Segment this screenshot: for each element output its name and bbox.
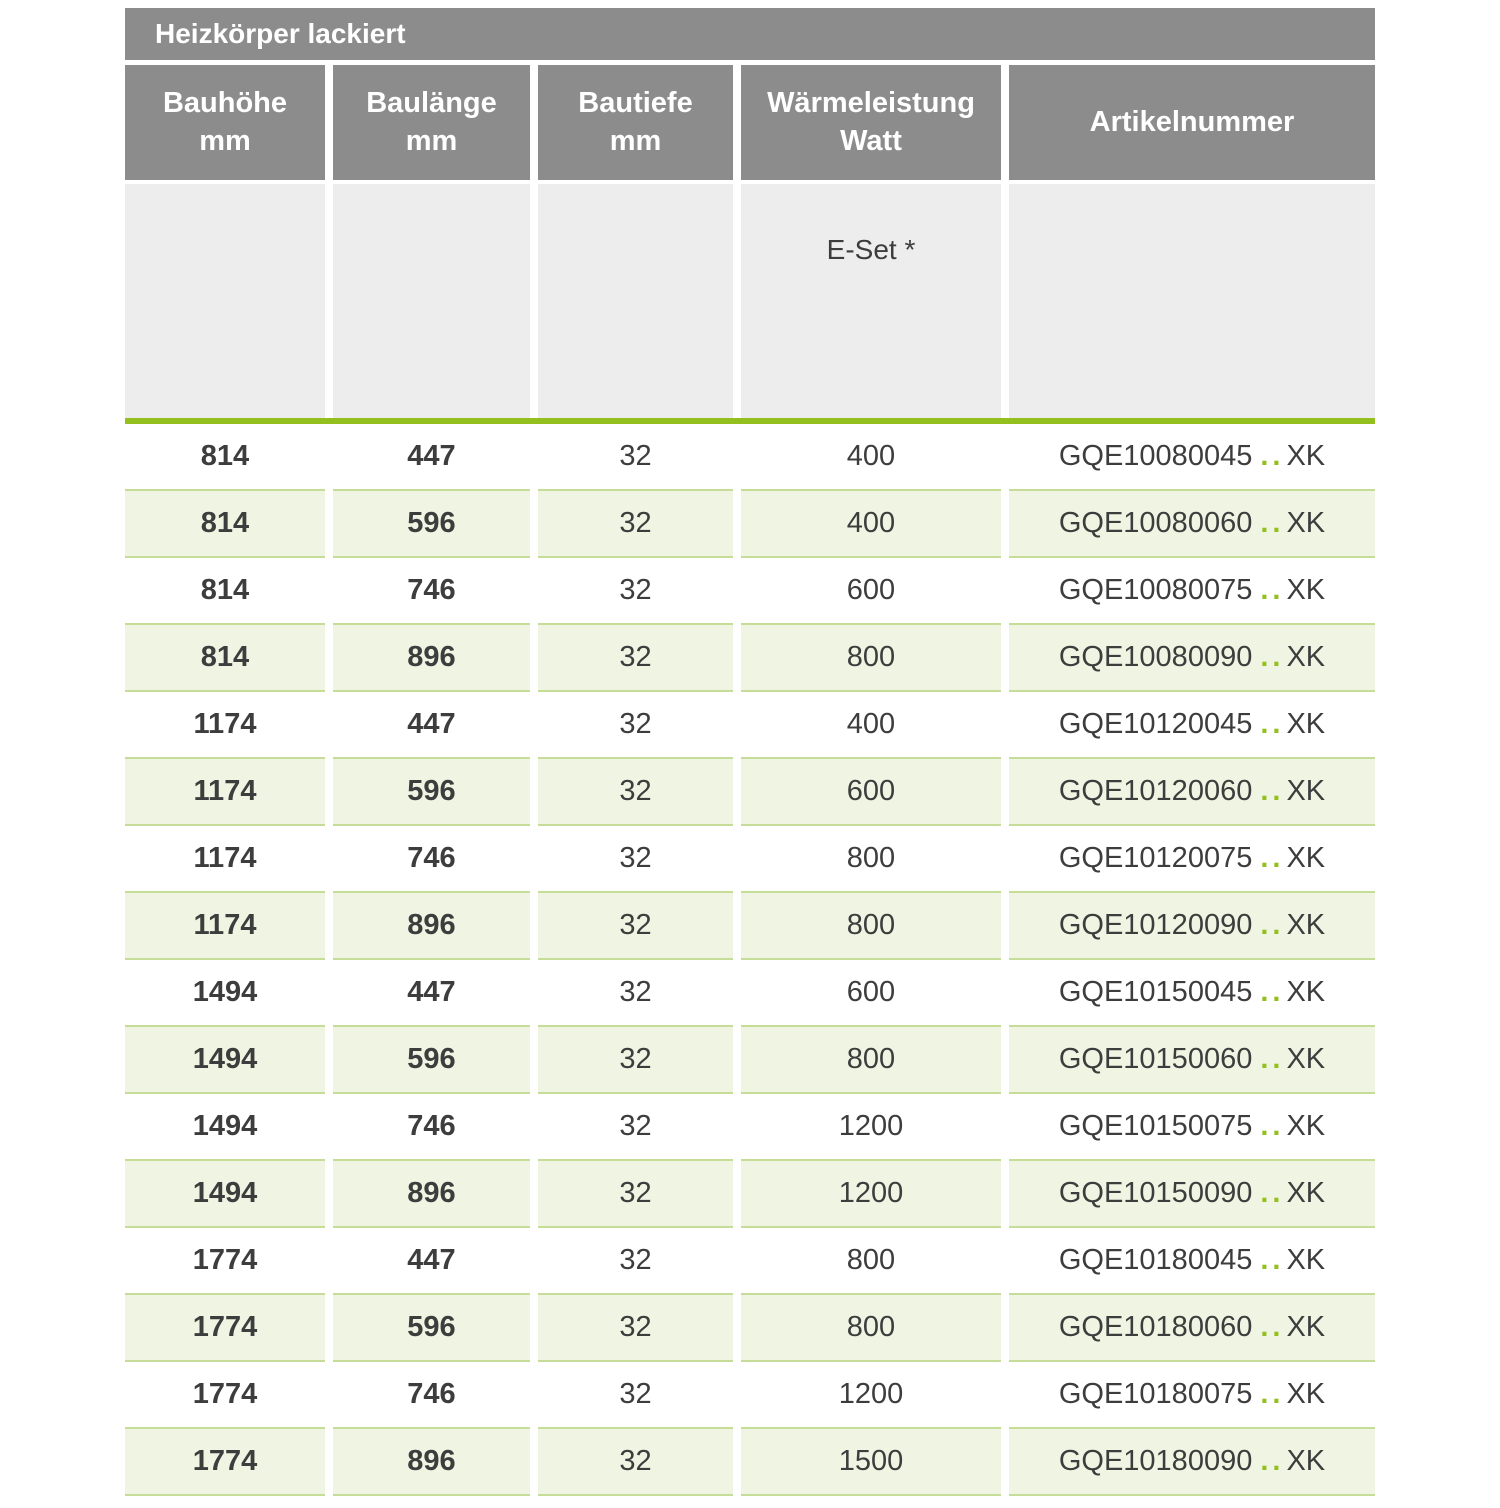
baulaenge-cell: 447 bbox=[333, 692, 530, 759]
artikel-prefix: GQE10080045 bbox=[1058, 440, 1253, 472]
artikelnummer-cell bbox=[1009, 424, 1375, 491]
artikel-dots: .. bbox=[1260, 440, 1285, 472]
table-body bbox=[125, 424, 1375, 1496]
artikel-dots: .. bbox=[1260, 574, 1285, 606]
artikel-prefix: GQE10080060 bbox=[1058, 507, 1253, 539]
artikel-suffix: XK bbox=[1286, 507, 1326, 539]
artikel-suffix: XK bbox=[1286, 1177, 1326, 1209]
table-row bbox=[125, 558, 1375, 625]
artikel-prefix: GQE10180090 bbox=[1058, 1445, 1253, 1477]
baulaenge-cell: 746 bbox=[333, 558, 530, 625]
bauhoehe-cell: 1494 bbox=[125, 1094, 325, 1161]
bauhoehe-cell: 1774 bbox=[125, 1295, 325, 1362]
column-header-line2: Watt bbox=[840, 124, 902, 157]
column-header-line1: Artikelnummer bbox=[1089, 105, 1295, 138]
column-header-line2: mm bbox=[405, 124, 458, 157]
bautiefe-cell: 32 bbox=[538, 1429, 733, 1496]
table-row bbox=[125, 1295, 1375, 1362]
artikel-dots: .. bbox=[1260, 1110, 1285, 1142]
artikelnummer-cell bbox=[1009, 759, 1375, 826]
artikel-prefix: GQE10180045 bbox=[1058, 1244, 1253, 1276]
watt-cell: 800 bbox=[741, 893, 1001, 960]
artikel-dots: .. bbox=[1260, 708, 1285, 740]
watt-cell: 1200 bbox=[741, 1161, 1001, 1228]
artikelnummer-cell bbox=[1009, 558, 1375, 625]
table-row bbox=[125, 1228, 1375, 1295]
artikel-dots: .. bbox=[1260, 976, 1285, 1008]
bauhoehe-cell: 1774 bbox=[125, 1429, 325, 1496]
artikel-suffix: XK bbox=[1286, 842, 1326, 874]
artikel-prefix: GQE10080090 bbox=[1058, 641, 1253, 673]
bauhoehe-cell: 814 bbox=[125, 625, 325, 692]
column-header-line1: Bauhöhe bbox=[162, 86, 288, 119]
artikelnummer-cell bbox=[1009, 1027, 1375, 1094]
artikel-dots: .. bbox=[1260, 1244, 1285, 1276]
baulaenge-cell: 596 bbox=[333, 759, 530, 826]
artikel-suffix: XK bbox=[1286, 775, 1326, 807]
bauhoehe-cell: 1174 bbox=[125, 893, 325, 960]
bautiefe-cell: 32 bbox=[538, 491, 733, 558]
bauhoehe-cell: 1774 bbox=[125, 1362, 325, 1429]
bautiefe-cell: 32 bbox=[538, 1362, 733, 1429]
table-row bbox=[125, 759, 1375, 826]
column-header-waermeleistung bbox=[741, 65, 1001, 180]
bauhoehe-cell: 814 bbox=[125, 491, 325, 558]
subheader-cell-artikelnummer bbox=[1009, 184, 1375, 418]
artikel-suffix: XK bbox=[1286, 909, 1326, 941]
artikel-dots: .. bbox=[1260, 641, 1285, 673]
watt-cell: 600 bbox=[741, 759, 1001, 826]
column-header-line2: mm bbox=[609, 124, 662, 157]
watt-cell: 1500 bbox=[741, 1429, 1001, 1496]
baulaenge-cell: 746 bbox=[333, 1094, 530, 1161]
table-row bbox=[125, 491, 1375, 558]
subheader-row bbox=[125, 184, 1375, 418]
artikel-suffix: XK bbox=[1286, 976, 1326, 1008]
artikel-dots: .. bbox=[1260, 1177, 1285, 1209]
table-row bbox=[125, 893, 1375, 960]
subheader-cell-eset bbox=[741, 184, 1001, 418]
bauhoehe-cell: 1774 bbox=[125, 1228, 325, 1295]
bauhoehe-cell: 1174 bbox=[125, 826, 325, 893]
artikel-prefix: GQE10180075 bbox=[1058, 1378, 1253, 1410]
column-header-baulaenge bbox=[333, 65, 530, 180]
table-title-bar bbox=[125, 8, 1375, 60]
table-row bbox=[125, 1027, 1375, 1094]
baulaenge-cell: 896 bbox=[333, 1429, 530, 1496]
column-header-bautiefe bbox=[538, 65, 733, 180]
table-row bbox=[125, 625, 1375, 692]
watt-cell: 1200 bbox=[741, 1362, 1001, 1429]
artikelnummer-cell bbox=[1009, 1161, 1375, 1228]
artikel-suffix: XK bbox=[1286, 1311, 1326, 1343]
bautiefe-cell: 32 bbox=[538, 893, 733, 960]
bautiefe-cell: 32 bbox=[538, 424, 733, 491]
artikelnummer-cell bbox=[1009, 625, 1375, 692]
bautiefe-cell: 32 bbox=[538, 1161, 733, 1228]
artikel-prefix: GQE10150075 bbox=[1058, 1110, 1253, 1142]
watt-cell: 400 bbox=[741, 491, 1001, 558]
watt-cell: 800 bbox=[741, 1228, 1001, 1295]
table-row bbox=[125, 826, 1375, 893]
column-header-bauhoehe bbox=[125, 65, 325, 180]
artikel-dots: .. bbox=[1260, 507, 1285, 539]
bautiefe-cell: 32 bbox=[538, 625, 733, 692]
baulaenge-cell: 896 bbox=[333, 893, 530, 960]
table-row bbox=[125, 692, 1375, 759]
artikelnummer-cell bbox=[1009, 893, 1375, 960]
bautiefe-cell: 32 bbox=[538, 960, 733, 1027]
subheader-cell-baulaenge bbox=[333, 184, 530, 418]
table-row bbox=[125, 1094, 1375, 1161]
artikelnummer-cell bbox=[1009, 826, 1375, 893]
bauhoehe-cell: 1494 bbox=[125, 1161, 325, 1228]
artikel-suffix: XK bbox=[1286, 1110, 1326, 1142]
artikelnummer-cell bbox=[1009, 1295, 1375, 1362]
bauhoehe-cell: 1494 bbox=[125, 960, 325, 1027]
bautiefe-cell: 32 bbox=[538, 1094, 733, 1161]
spec-table bbox=[125, 8, 1375, 1496]
column-header-row bbox=[125, 65, 1375, 180]
watt-cell: 1200 bbox=[741, 1094, 1001, 1161]
baulaenge-cell: 596 bbox=[333, 1295, 530, 1362]
watt-cell: 800 bbox=[741, 826, 1001, 893]
table-row bbox=[125, 1161, 1375, 1228]
column-header-line1: Bautiefe bbox=[578, 86, 693, 119]
table-title: Heizkörper lackiert bbox=[155, 18, 406, 49]
artikel-suffix: XK bbox=[1286, 1445, 1326, 1477]
bauhoehe-cell: 1494 bbox=[125, 1027, 325, 1094]
bautiefe-cell: 32 bbox=[538, 1228, 733, 1295]
artikel-suffix: XK bbox=[1286, 641, 1326, 673]
artikel-prefix: GQE10180060 bbox=[1058, 1311, 1253, 1343]
artikel-dots: .. bbox=[1260, 1311, 1285, 1343]
baulaenge-cell: 596 bbox=[333, 1027, 530, 1094]
artikelnummer-cell bbox=[1009, 1228, 1375, 1295]
artikel-suffix: XK bbox=[1286, 574, 1326, 606]
baulaenge-cell: 447 bbox=[333, 424, 530, 491]
artikel-prefix: GQE10150090 bbox=[1058, 1177, 1253, 1209]
artikelnummer-cell bbox=[1009, 1429, 1375, 1496]
artikel-dots: .. bbox=[1260, 842, 1285, 874]
bautiefe-cell: 32 bbox=[538, 692, 733, 759]
artikel-suffix: XK bbox=[1286, 440, 1326, 472]
artikel-prefix: GQE10150045 bbox=[1058, 976, 1253, 1008]
artikel-dots: .. bbox=[1260, 909, 1285, 941]
artikel-prefix: GQE10120060 bbox=[1058, 775, 1253, 807]
artikelnummer-cell bbox=[1009, 692, 1375, 759]
baulaenge-cell: 447 bbox=[333, 960, 530, 1027]
artikel-dots: .. bbox=[1260, 1043, 1285, 1075]
artikel-prefix: GQE10120045 bbox=[1058, 708, 1253, 740]
artikel-prefix: GQE10120075 bbox=[1058, 842, 1253, 874]
bauhoehe-cell: 1174 bbox=[125, 759, 325, 826]
artikelnummer-cell bbox=[1009, 491, 1375, 558]
artikel-suffix: XK bbox=[1286, 1043, 1326, 1075]
column-header-line1: Baulänge bbox=[366, 86, 497, 119]
artikel-suffix: XK bbox=[1286, 1378, 1326, 1410]
bauhoehe-cell: 1174 bbox=[125, 692, 325, 759]
baulaenge-cell: 746 bbox=[333, 1362, 530, 1429]
table-row bbox=[125, 424, 1375, 491]
subheader-cell-bauhoehe bbox=[125, 184, 325, 418]
bautiefe-cell: 32 bbox=[538, 1295, 733, 1362]
artikelnummer-cell bbox=[1009, 1362, 1375, 1429]
artikel-prefix: GQE10120090 bbox=[1058, 909, 1253, 941]
artikel-prefix: GQE10150060 bbox=[1058, 1043, 1253, 1075]
bautiefe-cell: 32 bbox=[538, 759, 733, 826]
bautiefe-cell: 32 bbox=[538, 826, 733, 893]
baulaenge-cell: 746 bbox=[333, 826, 530, 893]
artikel-suffix: XK bbox=[1286, 708, 1326, 740]
watt-cell: 800 bbox=[741, 1027, 1001, 1094]
baulaenge-cell: 896 bbox=[333, 1161, 530, 1228]
artikelnummer-cell bbox=[1009, 1094, 1375, 1161]
watt-cell: 600 bbox=[741, 960, 1001, 1027]
column-header-line1: Wärmeleistung bbox=[767, 86, 975, 119]
bautiefe-cell: 32 bbox=[538, 1027, 733, 1094]
bauhoehe-cell: 814 bbox=[125, 558, 325, 625]
bautiefe-cell: 32 bbox=[538, 558, 733, 625]
baulaenge-cell: 596 bbox=[333, 491, 530, 558]
table-row bbox=[125, 960, 1375, 1027]
artikelnummer-cell bbox=[1009, 960, 1375, 1027]
table-row bbox=[125, 1362, 1375, 1429]
column-header-line2: mm bbox=[199, 124, 251, 157]
watt-cell: 400 bbox=[741, 692, 1001, 759]
subheader-cell-bautiefe bbox=[538, 184, 733, 418]
bauhoehe-cell: 814 bbox=[125, 424, 325, 491]
column-header-artikelnummer bbox=[1009, 65, 1375, 180]
artikel-dots: .. bbox=[1260, 775, 1285, 807]
watt-cell: 400 bbox=[741, 424, 1001, 491]
artikel-dots: .. bbox=[1260, 1378, 1285, 1410]
watt-cell: 800 bbox=[741, 1295, 1001, 1362]
watt-cell: 800 bbox=[741, 625, 1001, 692]
baulaenge-cell: 896 bbox=[333, 625, 530, 692]
artikel-prefix: GQE10080075 bbox=[1058, 574, 1253, 606]
eset-label: E-Set * bbox=[826, 234, 916, 265]
baulaenge-cell: 447 bbox=[333, 1228, 530, 1295]
artikel-suffix: XK bbox=[1286, 1244, 1326, 1276]
watt-cell: 600 bbox=[741, 558, 1001, 625]
artikel-dots: .. bbox=[1260, 1445, 1285, 1477]
table-row bbox=[125, 1429, 1375, 1496]
